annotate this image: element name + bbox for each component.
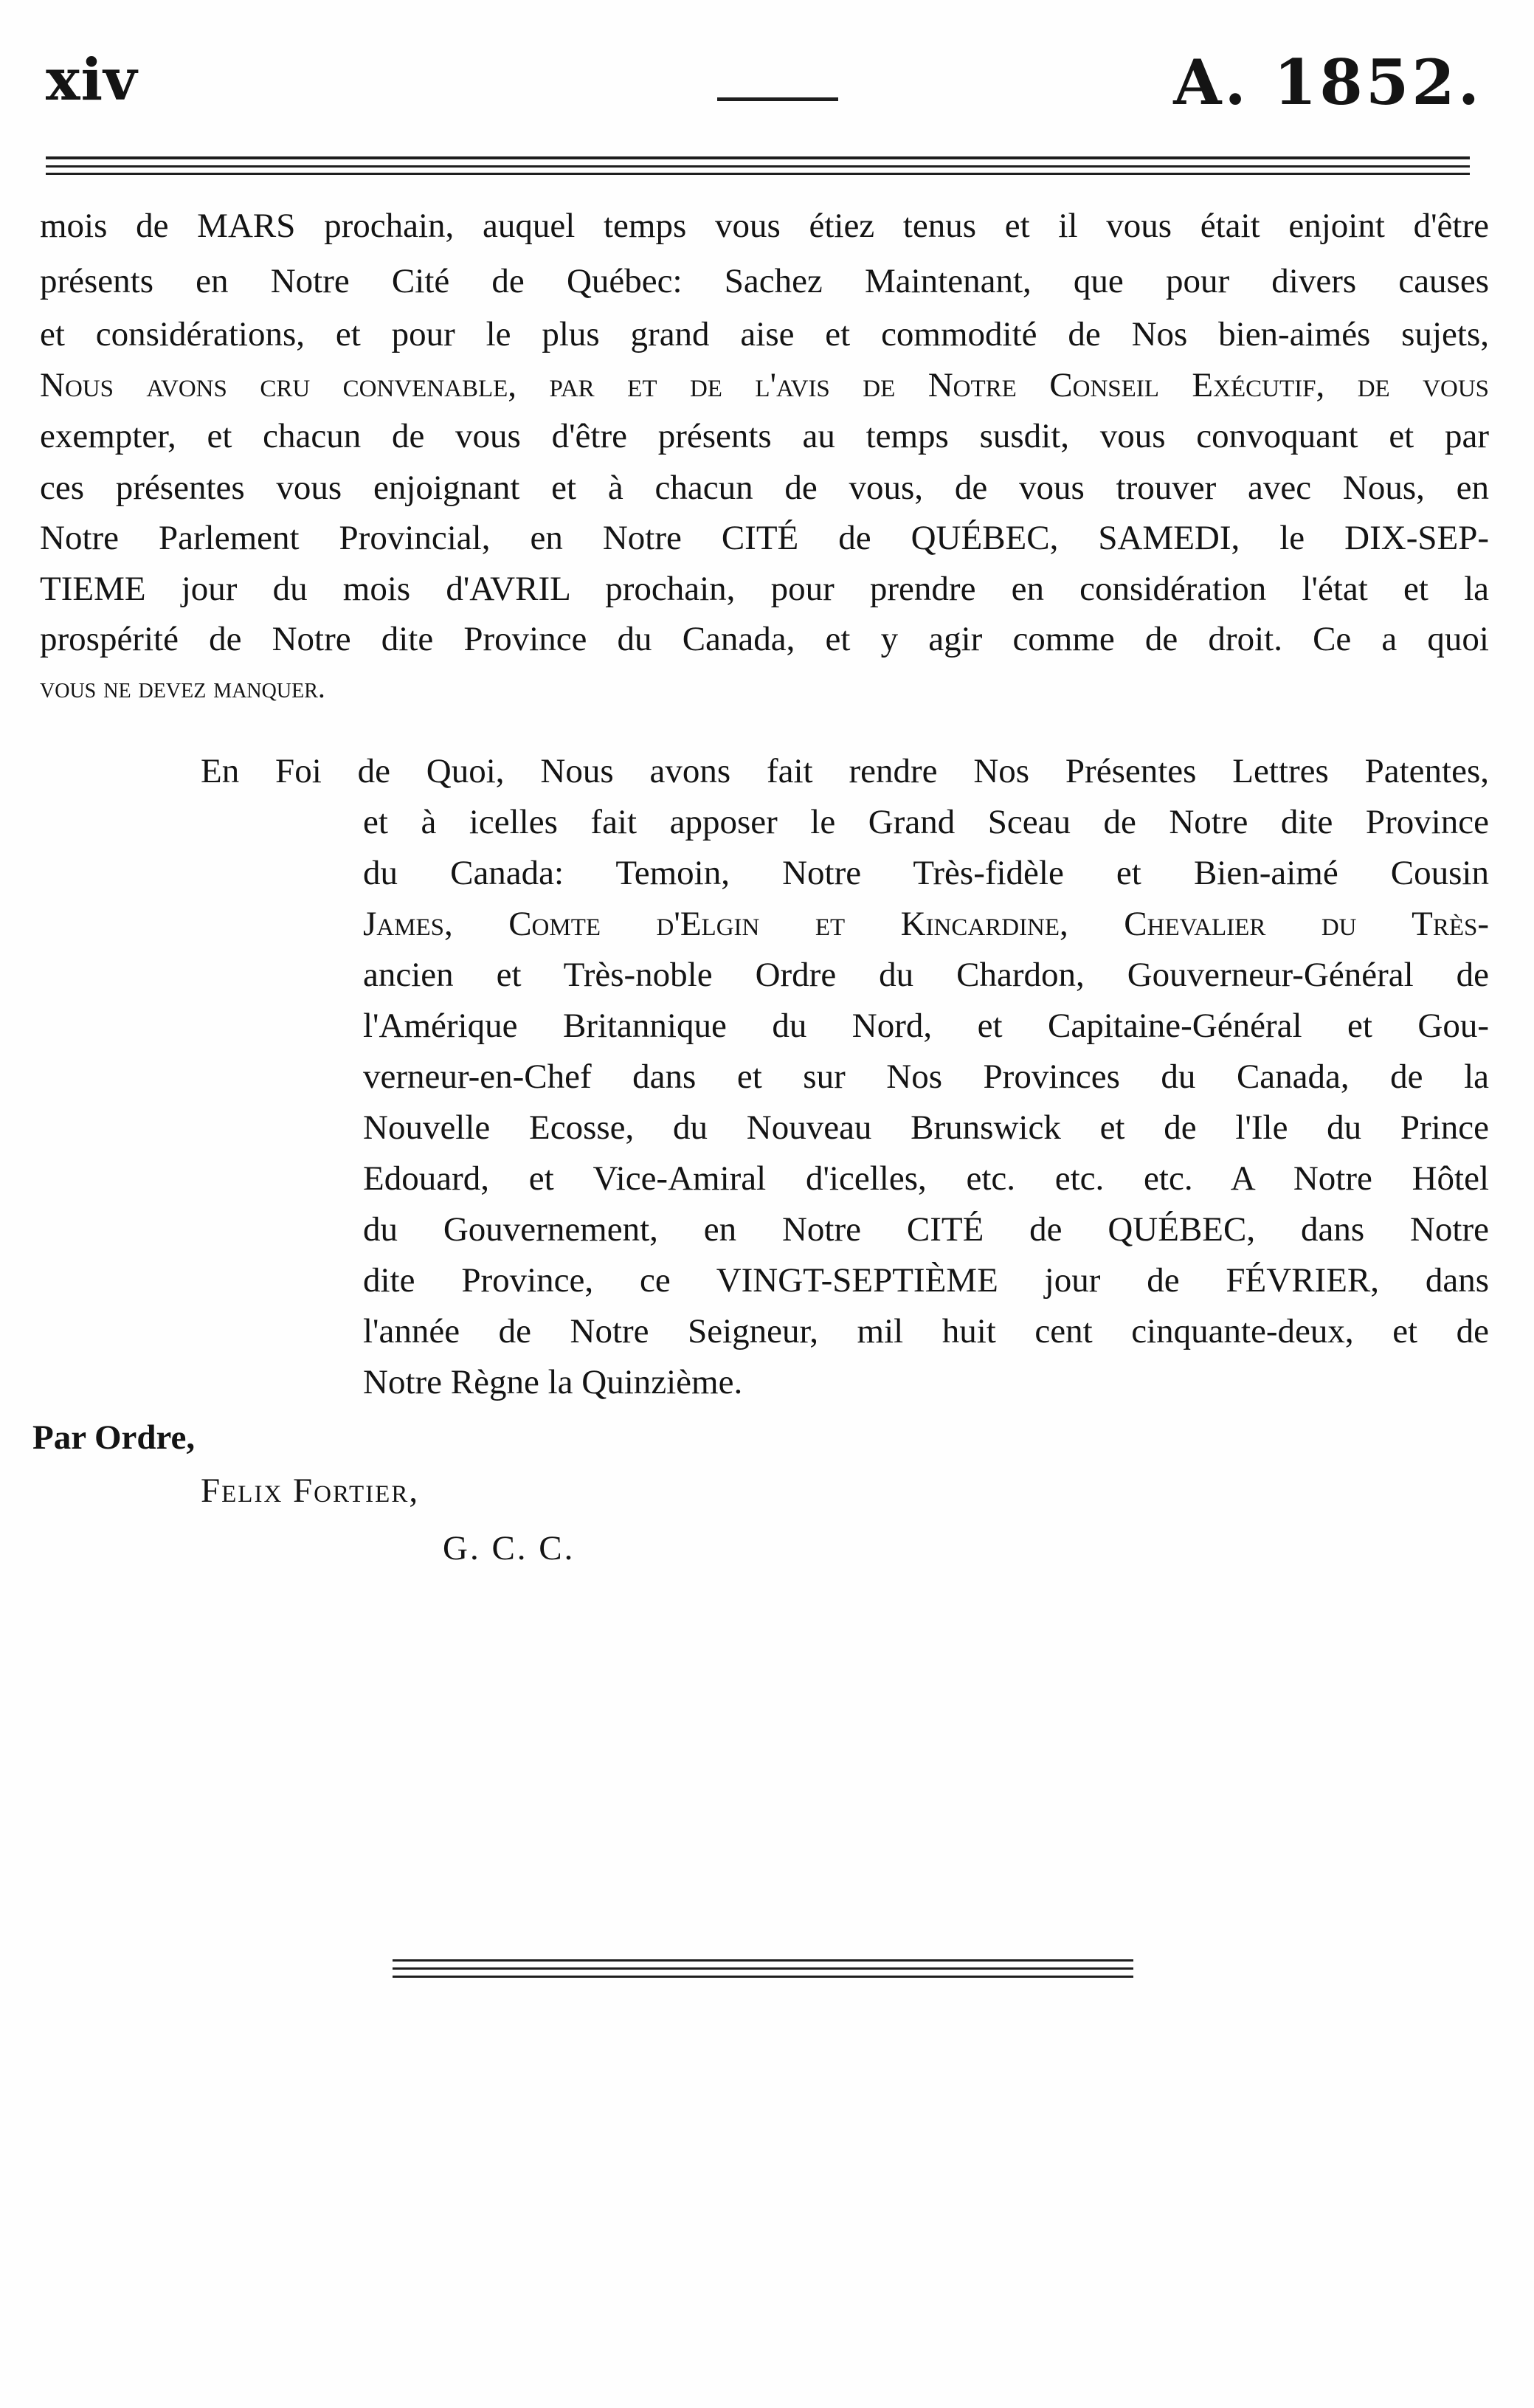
text-line: TIEME jour du mois d'AVRIL prochain, pour prendre en considération l'état et la bbox=[40, 570, 1489, 608]
text-line: Nous avons cru convenable, par et de l'avis de Notre Conseil Exécutif, de vous bbox=[40, 366, 1489, 404]
text-line: présents en Notre Cité de Québec: Sachez Maintenant, que pour divers causes bbox=[40, 262, 1489, 300]
footer-rule bbox=[393, 1967, 1133, 1970]
text-line: prospérité de Notre dite Province du Canada, et y agir comme de droit. Ce a quoi bbox=[40, 620, 1489, 658]
text-line: En Foi de Quoi, Nous avons fait rendre Nos Présentes Lettres Patentes, bbox=[201, 752, 1489, 790]
header-dash bbox=[717, 97, 838, 101]
signatory-title: G. C. C. bbox=[443, 1529, 576, 1567]
text-line: James, Comte d'Elgin et Kincardine, Chevalier du Très- bbox=[363, 905, 1489, 943]
text-line: vous ne devez manquer. bbox=[40, 671, 325, 704]
text-line: exempter, et chacun de vous d'être présents au temps susdit, vous convoquant et par bbox=[40, 417, 1489, 455]
header-rule bbox=[46, 165, 1470, 168]
signatory-name: Felix Fortier, bbox=[201, 1472, 420, 1510]
text-line: l'année de Notre Seigneur, mil huit cent cinquante-deux, et de bbox=[363, 1312, 1489, 1350]
text-line: et considérations, et pour le plus grand aise et commodité de Nos bien-aimés sujets, bbox=[40, 315, 1489, 353]
text-line: ancien et Très-noble Ordre du Chardon, Gouverneur-Général de bbox=[363, 956, 1489, 994]
page-number: xiv bbox=[46, 46, 138, 114]
text-line: dite Province, ce VINGT-SEPTIÈME jour de FÉVRIER, dans bbox=[363, 1261, 1489, 1300]
year-label: A. 1852. bbox=[1173, 46, 1482, 119]
footer-rule bbox=[393, 1959, 1133, 1962]
text-line: et à icelles fait apposer le Grand Sceau de Notre dite Province bbox=[363, 803, 1489, 841]
header-rule bbox=[46, 156, 1470, 159]
text-line: du Gouvernement, en Notre CITÉ de QUÉBEC, dans Notre bbox=[363, 1210, 1489, 1249]
text-line: Nouvelle Ecosse, du Nouveau Brunswick et de l'Ile du Prince bbox=[363, 1108, 1489, 1147]
text-line: verneur-en-Chef dans et sur Nos Provinces du Canada, de la bbox=[363, 1058, 1489, 1096]
footer-rule bbox=[393, 1976, 1133, 1978]
order-line: Par Ordre, bbox=[32, 1418, 196, 1457]
text-line: Notre Parlement Provincial, en Notre CITÉ de QUÉBEC, SAMEDI, le DIX-SEP- bbox=[40, 519, 1489, 557]
text-line: Notre Règne la Quinzième. bbox=[363, 1363, 743, 1401]
header-rule bbox=[46, 173, 1470, 175]
text-line: Edouard, et Vice-Amiral d'icelles, etc. etc. etc. A Notre Hôtel bbox=[363, 1159, 1489, 1198]
text-line: ces présentes vous enjoignant et à chacun de vous, de vous trouver avec Nous, en bbox=[40, 469, 1489, 507]
text-line: mois de MARS prochain, auquel temps vous étiez tenus et il vous était enjoint d'être bbox=[40, 207, 1489, 245]
text-line: du Canada: Temoin, Notre Très-fidèle et Bien-aimé Cousin bbox=[363, 854, 1489, 892]
text-line: l'Amérique Britannique du Nord, et Capitaine-Général et Gou- bbox=[363, 1007, 1489, 1045]
